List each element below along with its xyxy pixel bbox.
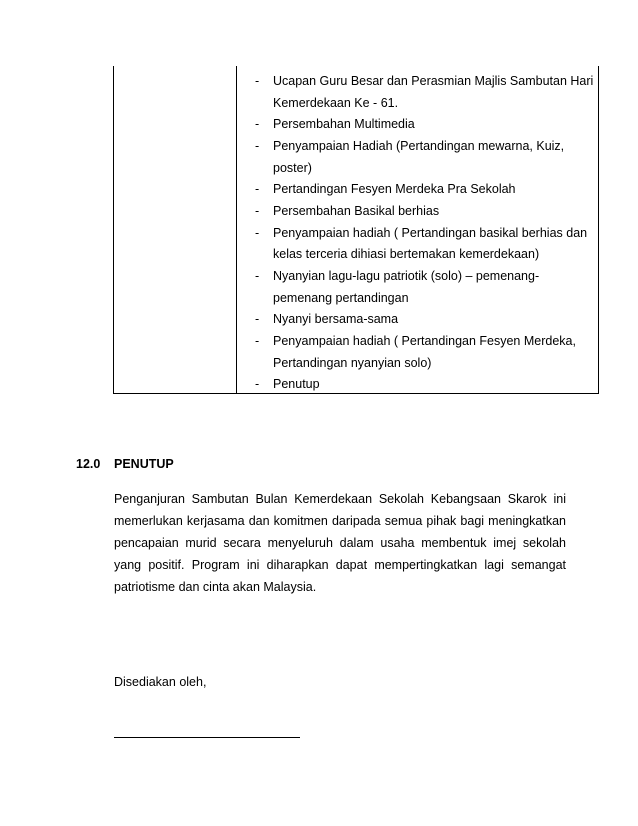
list-dash: - — [255, 269, 260, 283]
list-item-text: Penyampaian hadiah ( Pertandingan Fesyen Merdeka, — [273, 334, 576, 348]
list-item-text: Pertandingan Fesyen Merdeka Pra Sekolah — [273, 182, 516, 196]
list-item-text: Ucapan Guru Besar dan Perasmian Majlis Sambutan Hari — [273, 74, 594, 88]
list-dash: - — [255, 182, 260, 196]
list-item-text: Nyanyi bersama-sama — [273, 312, 399, 326]
closing-paragraph — [114, 488, 566, 598]
paragraph-line: memerlukan kerjasama dan komitmen daripada semua pihak bagi meningkatkan — [114, 514, 566, 528]
list-dash: - — [255, 139, 260, 153]
list-dash: - — [255, 312, 260, 326]
list-item-text: Penyampaian hadiah ( Pertandingan basikal berhias dan — [273, 226, 588, 240]
list-item-text: Pertandingan nyanyian solo) — [273, 356, 432, 370]
paragraph-line: patriotisme dan cinta akan Malaysia. — [114, 580, 317, 594]
list-dash: - — [255, 117, 260, 131]
list-dash: - — [255, 204, 260, 218]
signature-line — [114, 737, 300, 738]
list-item-text: poster) — [273, 161, 312, 175]
list-dash: - — [255, 226, 260, 240]
paragraph-line: Penganjuran Sambutan Bulan Kemerdekaan Sekolah Kebangsaan Skarok ini — [114, 492, 566, 506]
table-column-divider — [236, 66, 237, 393]
list-item-text: kelas terceria dihiasi bertemakan kemerdekaan) — [273, 247, 540, 261]
list-dash: - — [255, 74, 260, 88]
section-number: 12.0 — [76, 457, 101, 471]
list-item-text: Penutup — [273, 377, 320, 391]
list-item-text: pemenang pertandingan — [273, 291, 409, 305]
list-dash: - — [255, 334, 260, 348]
list-item-text: Nyanyian lagu-lagu patriotik (solo) – pemenang- — [273, 269, 540, 283]
list-dash: - — [255, 377, 260, 391]
list-item-text: Kemerdekaan Ke - 61. — [273, 96, 399, 110]
section-title: PENUTUP — [114, 457, 174, 471]
paragraph-line: yang positif. Program ini diharapkan dapat mempertingkatkan lagi semangat — [114, 558, 566, 572]
list-item-text: Persembahan Multimedia — [273, 117, 415, 131]
prepared-by-label: Disediakan oleh, — [114, 675, 207, 689]
list-item-text: Persembahan Basikal berhias — [273, 204, 440, 218]
paragraph-line: pencapaian murid secara menyeluruh dalam usaha membentuk imej sekolah — [114, 536, 566, 550]
list-item-text: Penyampaian Hadiah (Pertandingan mewarna, Kuiz, — [273, 139, 565, 153]
